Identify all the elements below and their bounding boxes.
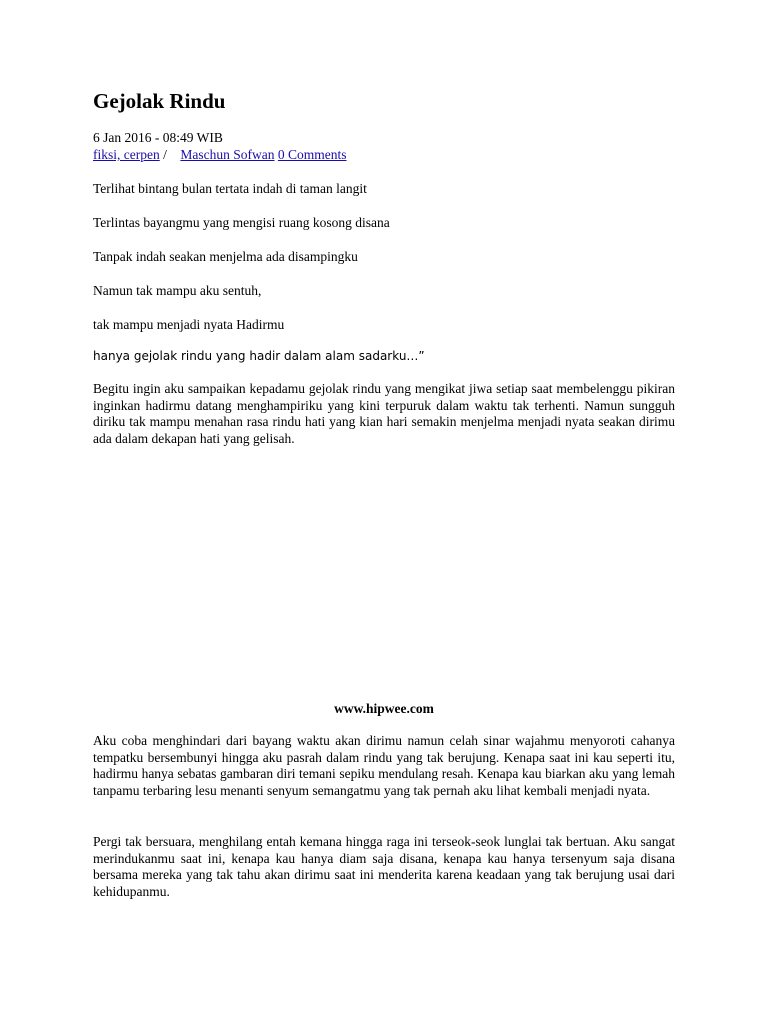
body-paragraph: Pergi tak bersuara, menghilang entah kemana hingga raga ini terseok-seok lunglai tak bertuan. Aku sangat merindukanmu saat ini, kenapa kau hanya diam saja disana, kenapa kau hanya tersenyum saja disana bersama mereka yang tak tahu akan dirimu saat ini menderita karena keadaan yang tak berujung usai dari kehidupanmu. <box>93 834 675 899</box>
poem-line: Terlintas bayangmu yang mengisi ruang kosong disana <box>93 215 390 230</box>
meta-separator: / <box>163 147 167 162</box>
poem-line: tak mampu menjadi nyata Hadirmu <box>93 317 285 332</box>
category-link[interactable]: fiksi, cerpen <box>93 147 160 162</box>
comments-link[interactable]: 0 Comments <box>277 147 347 162</box>
publish-date: 6 Jan 2016 - 08:49 WIB <box>93 130 223 145</box>
article-links <box>93 146 347 163</box>
poem-line: Terlihat bintang bulan tertata indah di taman langit <box>93 181 367 196</box>
poem-line: Namun tak mampu aku sentuh, <box>93 283 262 298</box>
article-meta <box>93 129 347 163</box>
body-paragraph: Aku coba menghindari dari bayang waktu akan dirimu namun celah sinar wajahmu menyoroti cahanya tempatku bersembunyi hingga aku pasrah dalam rindu yang tak berujung. Kenapa saat ini kau seperti itu, hadirmu hanya sebatas gambaran diri temani sepiku mendulang resah. Kenapa kau biarkan aku yang lemah tanpamu terbaring lesu menanti senyum semangatmu yang tak pernah aku lihat kembali menjadi nyata. <box>93 733 675 798</box>
author-link[interactable]: Maschun Sofwan <box>180 147 275 162</box>
image-source-caption: www.hipwee.com <box>334 701 434 716</box>
article-title: Gejolak Rindu <box>93 89 226 113</box>
poem-line: hanya gejolak rindu yang hadir dalam alam sadarku…” <box>93 349 425 363</box>
poem-line: Tanpak indah seakan menjelma ada disampingku <box>93 249 358 264</box>
body-paragraph: Begitu ingin aku sampaikan kepadamu gejolak rindu yang mengikat jiwa setiap saat membelenggu pikiran inginkan hadirmu datang menghampiriku yang kini terpuruk dalam waktu tak terhenti. Namun sungguh diriku tak mampu menahan rasa rindu hati yang kian hari semakin menjelma menjadi nyata seakan dirimu ada dalam dekapan hati yang gelisah. <box>93 381 675 446</box>
